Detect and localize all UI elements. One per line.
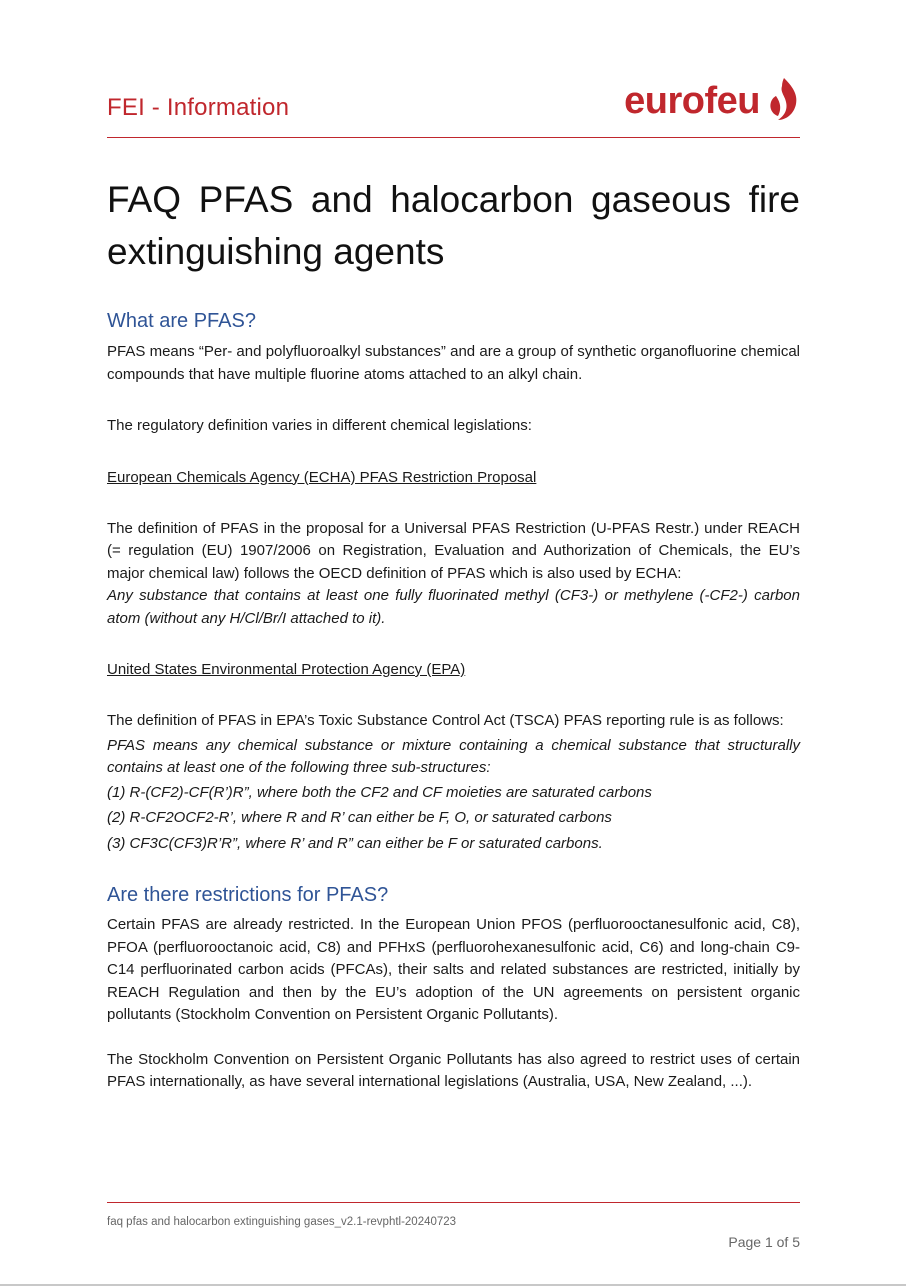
header-divider: [107, 137, 800, 138]
list-item: (3) CF3C(CF3)R’R”, where R’ and R” can either be F or saturated carbons.: [107, 834, 603, 852]
paragraph: The definition of PFAS in the proposal for a Universal PFAS Restriction (U-PFAS Restr.) under REACH (= regulation (EU) 1907/2006 on Registration, Evaluation and Authorization of Chemicals, the EU’s major chemical law) follows the OECD definition of PFAS which is also used by ECHA:: [107, 519, 800, 582]
eurofeu-logo: [582, 76, 802, 122]
list-item: (2) R-CF2OCF2-R’, where R and R’ can either be F, O, or saturated carbons: [107, 809, 612, 826]
footer-filename: faq pfas and halocarbon extinguishing gases_v2.1-revphtl-20240723: [107, 1216, 457, 1228]
section-heading-restrictions: Are there restrictions for PFAS?: [107, 884, 389, 906]
paragraph: The regulatory definition varies in different chemical legislations:: [107, 417, 532, 434]
logo-text: eurofeu: [624, 80, 760, 122]
document-title: FAQ PFAS and halocarbon gaseous fire extinguishing agents: [107, 179, 800, 272]
footer-divider: [107, 1202, 800, 1203]
paragraph: The Stockholm Convention on Persistent Organic Pollutants has also agreed to restrict uses of certain PFAS internationally, as have several international legislations (Australia, USA, New Zealand, ...).: [107, 1050, 800, 1090]
subheading-echa: European Chemicals Agency (ECHA) PFAS Restriction Proposal: [107, 468, 537, 486]
paragraph: The definition of PFAS in EPA’s Toxic Substance Control Act (TSCA) PFAS reporting rule is as follows:: [107, 712, 784, 729]
definition-epa: PFAS means any chemical substance or mixture containing a chemical substance that structurally contains at least one of the following three sub-structures:: [107, 736, 800, 776]
subheading-epa: United States Environmental Protection Agency (EPA): [107, 661, 466, 678]
paragraph: Certain PFAS are already restricted. In the European Union PFOS (perfluorooctanesulfonic acid, C8), PFOA (perfluorooctanoic acid, C8) and PFHxS (perfluorohexanesulfonic acid, C6) and long-chain C9-C14 perfluorinated carbon acids (PFCAs), their salts and related substances are restricted, initially by REACH Regulation and then by the EU’s adoption of the UN agreements on persistent organic pollutants (Stockholm Convention on Persistent Organic Pollutants).: [107, 916, 800, 1023]
section-heading-what-are-pfas: What are PFAS?: [107, 310, 256, 332]
paragraph: PFAS means “Per- and polyfluoroalkyl substances” and are a group of synthetic organofluorine chemical compounds that have multiple fluorine atoms attached to an alkyl chain.: [107, 343, 800, 383]
flame-icon: [764, 76, 802, 122]
header-title: FEI - Information: [107, 94, 290, 121]
list-item: (1) R-(CF2)-CF(R’)R”, where both the CF2 and CF moieties are saturated carbons: [107, 783, 652, 801]
page-number: Page 1 of 5: [728, 1234, 800, 1250]
document-body: [107, 174, 800, 1094]
definition-echa: Any substance that contains at least one fully fluorinated methyl (CF3-) or methylene (-CF2-) carbon atom (without any H/Cl/Br/I attached to it).: [107, 587, 800, 627]
page-header: [107, 74, 802, 138]
